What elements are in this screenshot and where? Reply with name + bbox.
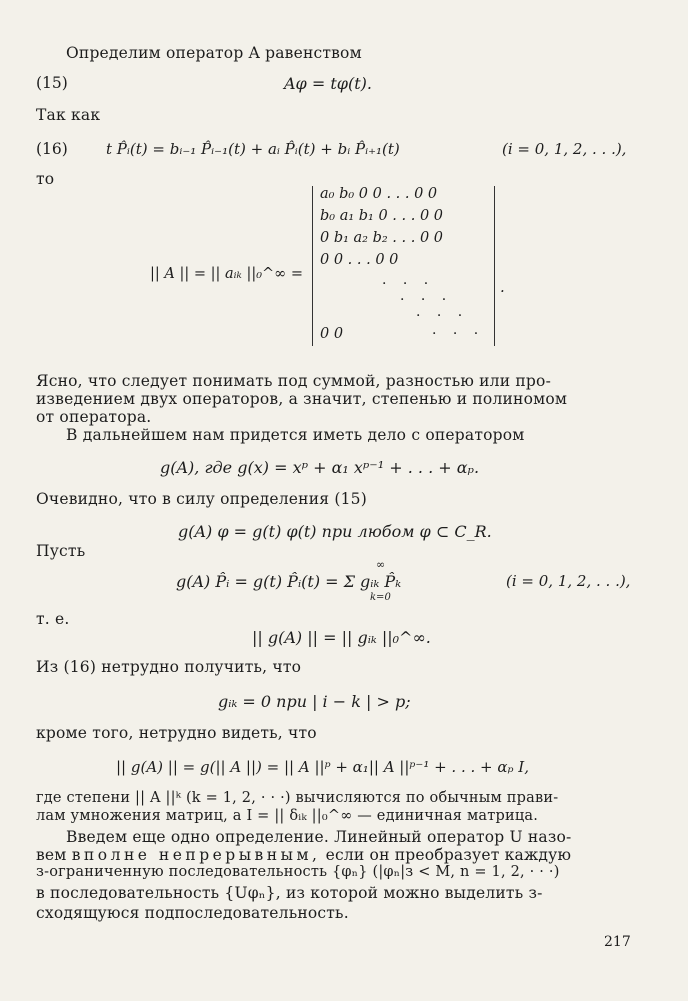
text-line: Введем еще одно определение. Линейный оператор U назо- <box>66 828 572 846</box>
text-word: если он преобразует каждую <box>325 846 572 864</box>
text-line: в последовательность {Uφₙ}, из которой можно выделить з- <box>36 884 543 902</box>
sum-lower-limit: k=0 <box>370 592 391 603</box>
text-line: где степени || A ||ᵏ (k = 1, 2, · · ·) вычисляются по обычным прави- <box>36 790 559 806</box>
equation-g3-range: (i = 0, 1, 2, . . .), <box>506 572 631 590</box>
equation-g2: g(A) φ = g(t) φ(t) при любом φ ⊂ C_R. <box>178 522 492 541</box>
matrix-row: a₀ b₀ 0 0 . . . 0 0 <box>320 186 438 202</box>
matrix-row: 0 b₁ a₂ b₂ . . . 0 0 <box>320 230 444 246</box>
text-line: Пусть <box>36 542 86 560</box>
text-line: Очевидно, что в силу определения (15) <box>36 490 367 508</box>
equation-15: Aφ = tφ(t). <box>284 74 372 93</box>
matrix-row: b₀ a₁ b₁ 0 . . . 0 0 <box>320 208 444 224</box>
emphasis-term: вполне непрерывным, <box>71 846 321 864</box>
matrix-row: 0 0 . . . 0 0 <box>320 252 399 268</box>
text-line <box>36 846 571 864</box>
matrix-row: 0 0 <box>320 326 344 342</box>
text-line: изведением двух операторов, а значит, степенью и полиномом <box>36 390 568 408</box>
equation-g6: || g(A) || = g(|| A ||) = || A ||ᵖ + α₁|| A ||ᵖ⁻¹ + . . . + αₚ I, <box>116 758 529 776</box>
text-word: вем <box>36 846 67 864</box>
equation-g4: || g(A) || = || gᵢₖ ||₀^∞. <box>252 628 431 647</box>
sum-upper-limit: ∞ <box>376 558 386 571</box>
text-line: Ясно, что следует понимать под суммой, разностью или про- <box>36 372 552 390</box>
page-number: 217 <box>604 934 631 950</box>
text-line: Определим оператор A равенством <box>66 44 362 62</box>
equation-g5: gᵢₖ = 0 при | i − k | > p; <box>218 692 411 711</box>
text-line: кроме того, нетрудно видеть, что <box>36 724 317 742</box>
equation-g3: g(A) P̂ᵢ = g(t) P̂ᵢ(t) = Σ gᵢₖ P̂ₖ <box>176 572 402 591</box>
matrix-dots: · · · <box>416 308 469 324</box>
matrix-period: . <box>500 278 505 296</box>
matrix-left-bar <box>312 186 313 346</box>
equation-g: g(A), где g(x) = xᵖ + α₁ xᵖ⁻¹ + . . . + αₚ. <box>160 458 480 477</box>
text-line: Так как <box>36 106 101 124</box>
equation-16: t P̂ᵢ(t) = bᵢ₋₁ P̂ᵢ₋₁(t) + aᵢ P̂ᵢ(t) + bᵢ P̂ᵢ₊₁(t) <box>106 140 400 158</box>
matrix-lhs: || A || = || aᵢₖ ||₀^∞ = <box>150 266 304 282</box>
text-line: лам умножения матриц, а I = || δᵢₖ ||₀^∞ — единичная матрица. <box>36 808 539 824</box>
text-line: то <box>36 170 55 188</box>
matrix-dots: · · · <box>400 292 453 308</box>
equation-16-range: (i = 0, 1, 2, . . .), <box>502 140 627 158</box>
text-line: сходящуюся подпоследовательность. <box>36 904 349 922</box>
matrix-dots: · · · <box>432 326 485 342</box>
text-line: з-ограниченную последовательность {φₙ} (|φₙ|з < M, n = 1, 2, · · ·) <box>36 864 560 880</box>
equation-number: (16) <box>36 140 68 158</box>
text-line: Из (16) нетрудно получить, что <box>36 658 302 676</box>
text-line: В дальнейшем нам придется иметь дело с оператором <box>66 426 525 444</box>
text-line: т. е. <box>36 610 70 628</box>
text-line: от оператора. <box>36 408 152 426</box>
matrix-dots: · · · <box>382 276 435 292</box>
equation-number: (15) <box>36 74 68 92</box>
matrix-right-bar <box>494 186 495 346</box>
